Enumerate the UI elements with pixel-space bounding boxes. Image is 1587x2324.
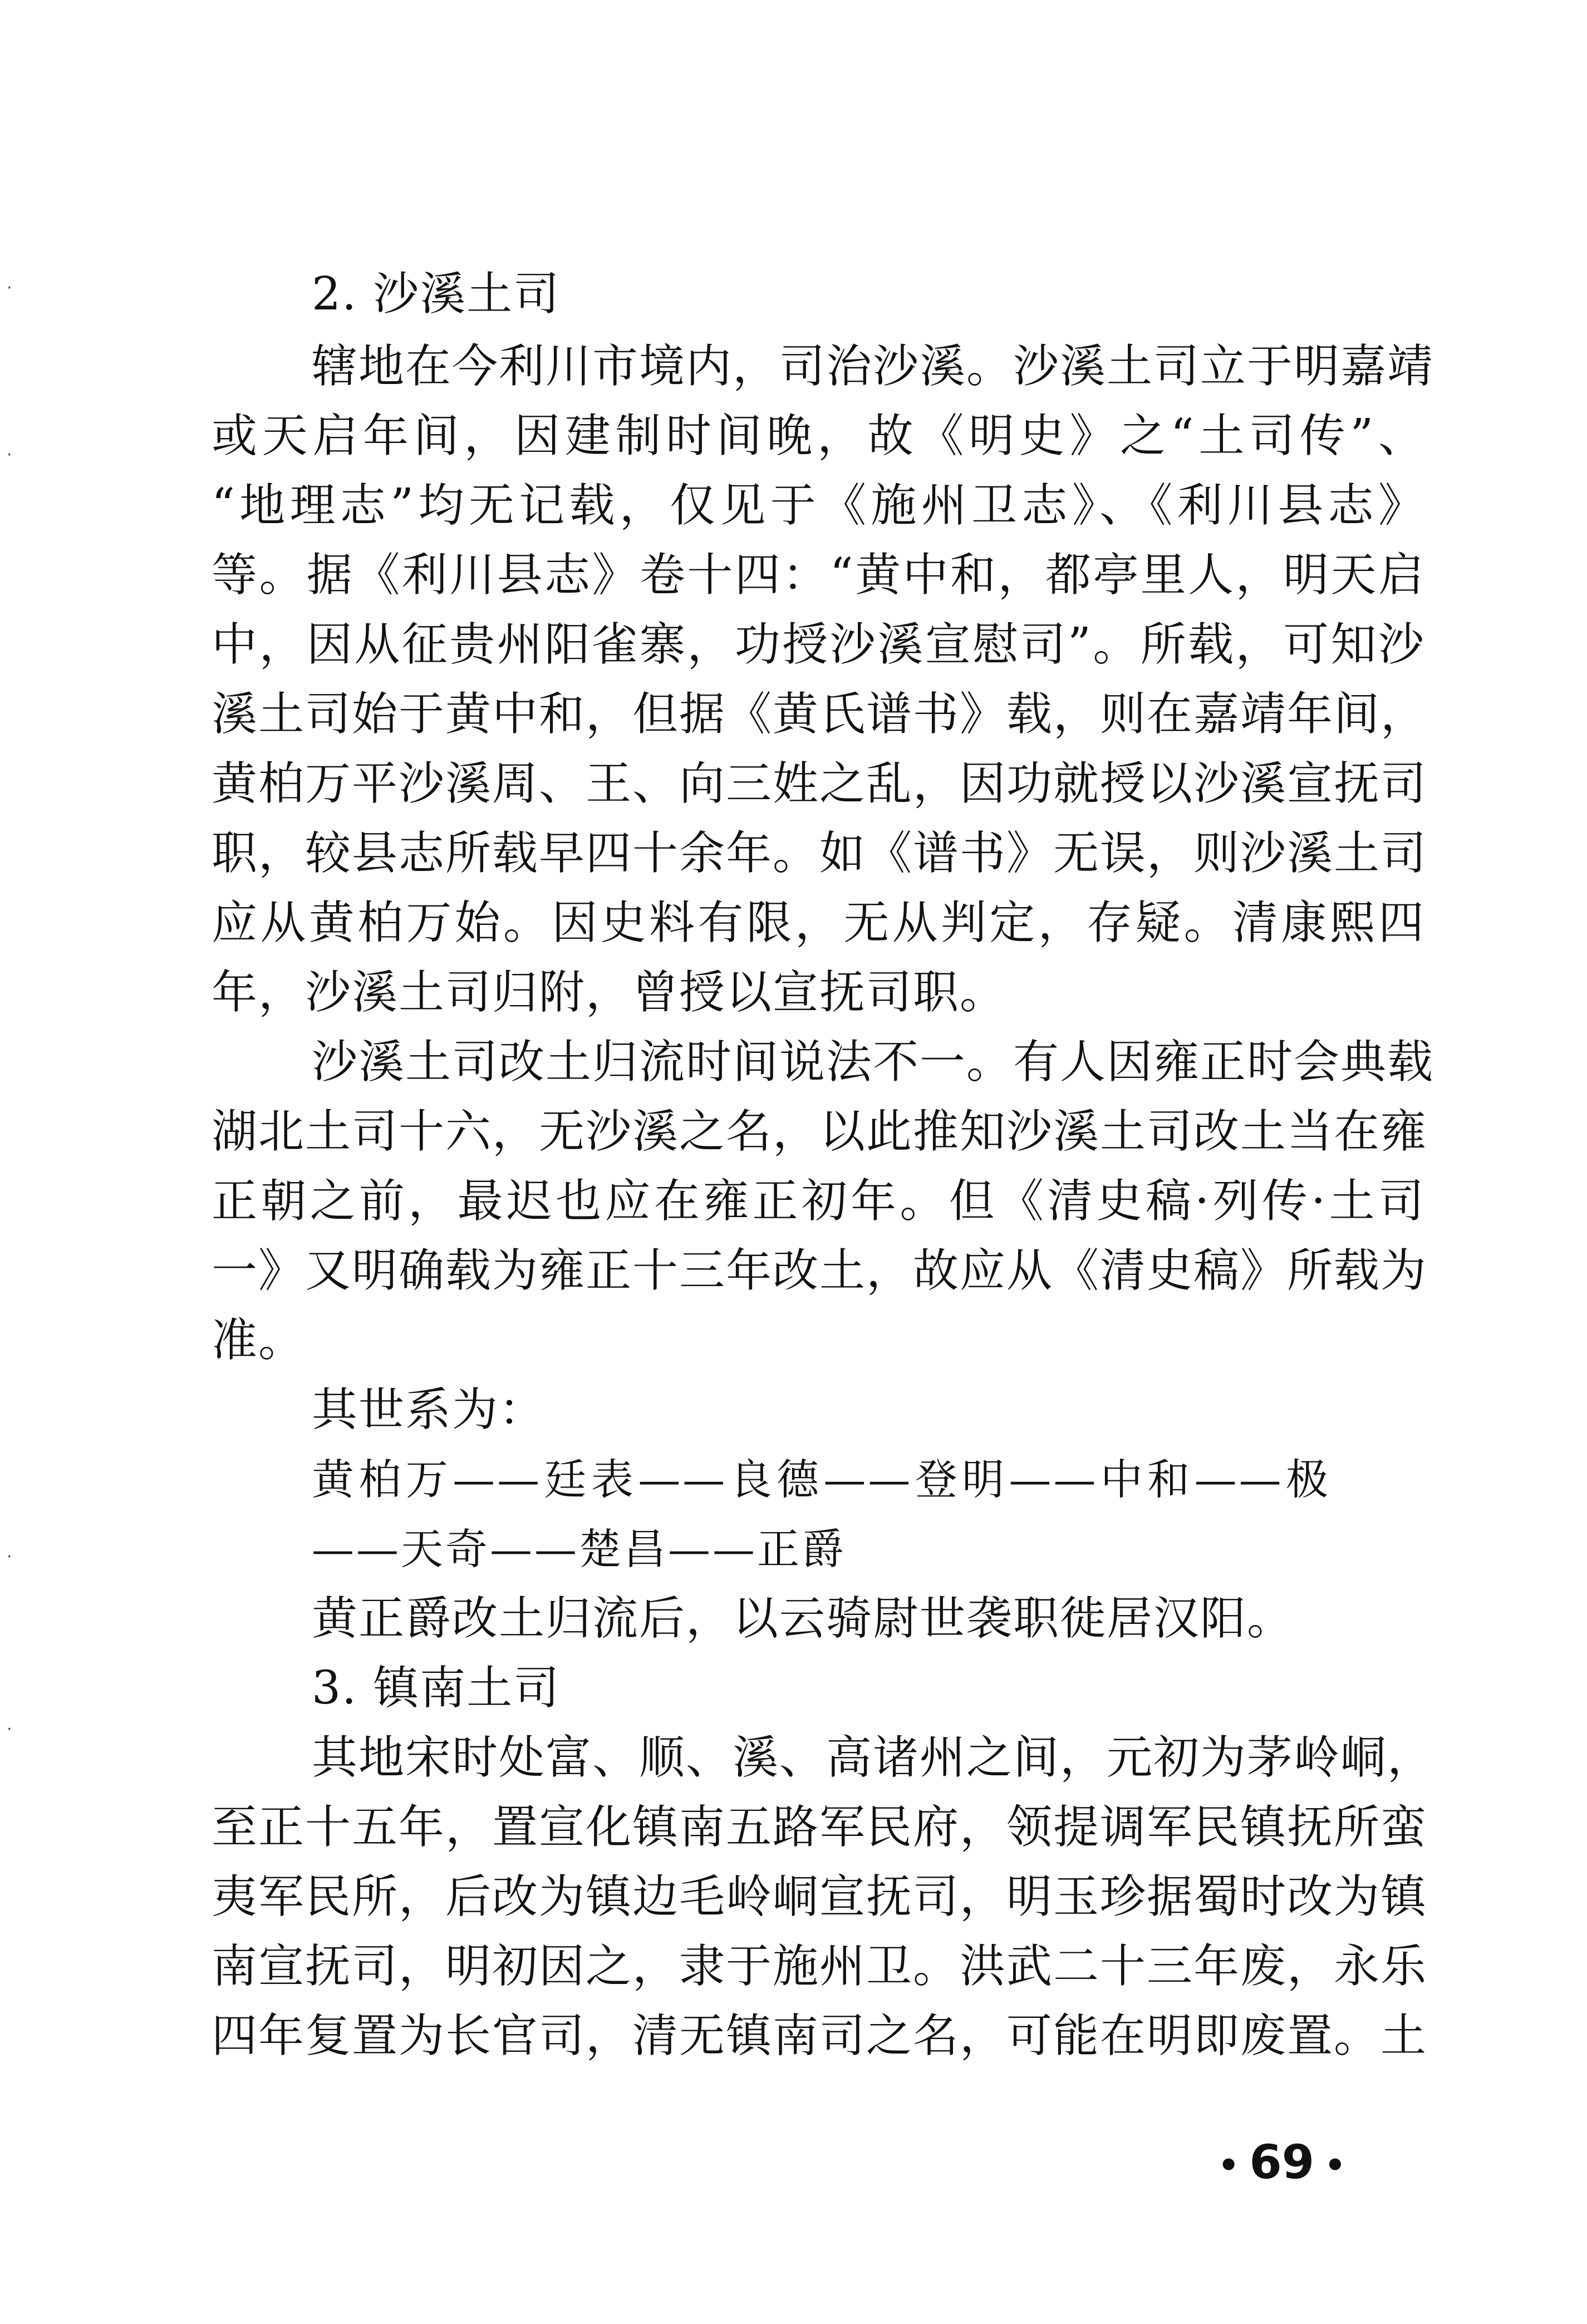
text-line: 沙溪土司改土归流时间说法不一。有人因雍正时会典载	[312, 1036, 1434, 1089]
page-number-dot-right: •	[1324, 2146, 1346, 2185]
section-heading-zhennan: 3. 镇南土司	[312, 1662, 561, 1715]
scan-speck: ·	[7, 278, 12, 298]
text-line: 中，因从征贵州阳雀寨，功授沙溪宣慰司”。所载，可知沙	[212, 618, 1425, 671]
genealogy-line: ——天奇——楚昌——正爵	[312, 1524, 846, 1574]
genealogy-line: 黄柏万——廷表——良德——登明——中和——极	[312, 1455, 1330, 1504]
text-line: 或天启年间，因建制时间晚，故《明史》之“土司传”、	[212, 410, 1425, 462]
text-line: 至正十五年，置宣化镇南五路军民府，领提调军民镇抚所蛮	[212, 1801, 1428, 1854]
text-line: 一》又明确载为雍正十三年改土，故应从《清史稿》所载为	[212, 1244, 1428, 1297]
text-line: 四年复置为长官司，清无镇南司之名，可能在明即废置。土	[212, 2010, 1428, 2062]
text-line: 正朝之前，最迟也应在雍正初年。但《清史稿·列传·土司	[212, 1175, 1425, 1228]
text-line: 黄柏万平沙溪周、王、向三姓之乱，因功就授以沙溪宣抚司	[212, 757, 1428, 810]
section-heading-shaxi: 2. 沙溪土司	[312, 268, 561, 321]
text-line: 职，较县志所载早四十余年。如《谱书》无误，则沙溪土司	[212, 827, 1428, 880]
text-line: 南宣抚司，明初因之，隶于施州卫。洪武二十三年废，永乐	[212, 1940, 1428, 1993]
text-line: 应从黄柏万始。因史料有限，无从判定，存疑。清康熙四	[212, 897, 1425, 949]
text-line: 溪土司始于黄中和，但据《黄氏谱书》载，则在嘉靖年间，	[212, 688, 1428, 741]
text-line: “地理志”均无记载，仅见于《施州卫志》、《利川县志》	[212, 479, 1425, 532]
scan-speck: ·	[7, 1547, 12, 1567]
page-number-dot-left: •	[1218, 2146, 1240, 2185]
genealogy-intro: 其世系为：	[312, 1383, 546, 1436]
text-line: 湖北土司十六，无沙溪之名，以此推知沙溪土司改土当在雍	[212, 1105, 1428, 1158]
text-line: 夷军民所，后改为镇边毛岭峒宣抚司，明玉珍据蜀时改为镇	[212, 1870, 1428, 1923]
page-number	[1208, 2131, 1356, 2196]
page-number-value: 69	[1249, 2135, 1315, 2189]
text-line: 黄正爵改土归流后，以云骑尉世袭职徙居汉阳。	[312, 1592, 1294, 1645]
scan-speck: ·	[7, 1720, 12, 1739]
text-line: 准。	[212, 1314, 306, 1367]
text-line: 其地宋时处富、顺、溪、高诸州之间，元初为茅岭峒，	[312, 1731, 1434, 1784]
text-line: 年，沙溪土司归附，曾授以宣抚司职。	[212, 966, 1007, 1019]
text-line: 等。据《利川县志》卷十四：“黄中和，都亭里人，明天启	[212, 549, 1425, 602]
scan-speck: ·	[7, 445, 12, 465]
text-line: 辖地在今利川市境内，司治沙溪。沙溪土司立于明嘉靖	[312, 340, 1434, 393]
